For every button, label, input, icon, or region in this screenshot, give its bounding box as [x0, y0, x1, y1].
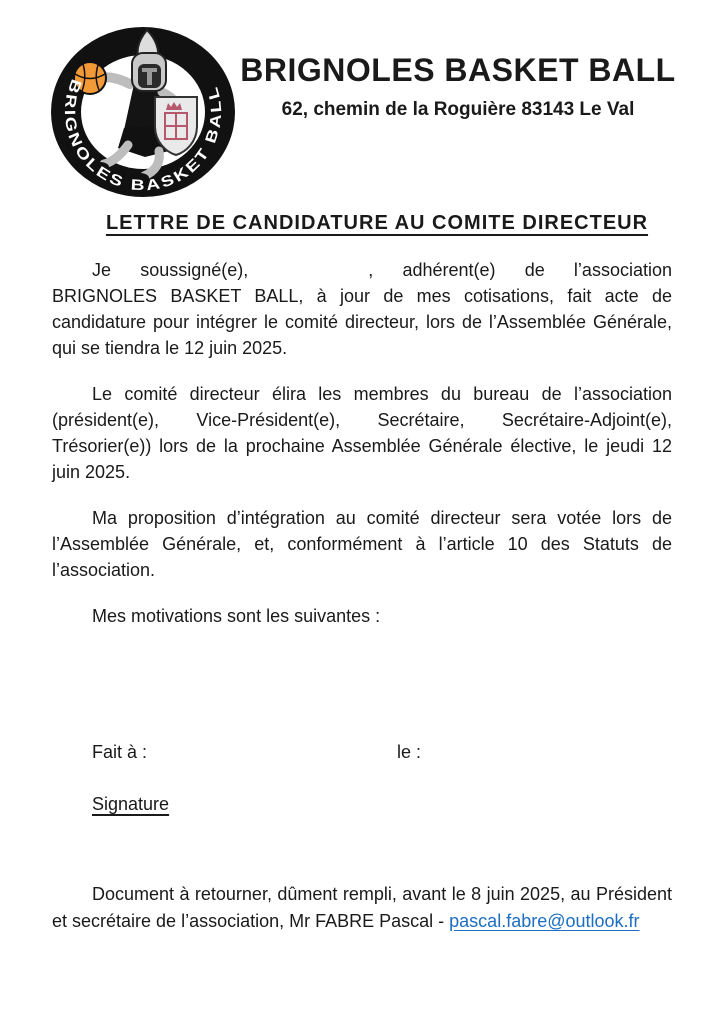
identity-rest: , adhérent(e) de l’association BRIGNOLES BASKET BALL, à jour de mes cotisations, fait acte de candidature pour intégrer le comité directeur, lors de l’Assemblée Générale, qui se tiendra le 12 juin 2025.: [52, 260, 672, 358]
signature-block: [52, 791, 672, 817]
paragraph-vote: Ma proposition d’intégration au comité directeur sera votée lors de l’Assemblée Générale, et, conformément à l’article 10 des Statuts de l’association.: [52, 508, 672, 580]
letterhead: [230, 52, 686, 121]
email-link[interactable]: pascal.fabre@outlook.fr: [449, 911, 640, 931]
date-place-line: [52, 739, 672, 765]
paragraph-motivations: Mes motivations sont les suivantes :: [92, 606, 381, 626]
paragraph-election: Le comité directeur élira les membres du bureau de l’association (président(e), Vice-Président(e), Secrétaire, Secrétaire-Adjoint(e), Trésorier(e)) lors de la prochaine Assemblée Générale élective, le jeudi 12 juin 2025.: [52, 384, 672, 482]
le-label: le :: [397, 742, 422, 762]
paragraph-identity: [52, 257, 672, 361]
club-name: BRIGNOLES BASKET BALL: [240, 52, 676, 88]
logo-ring-text: BRIGNOLES BASKET BALL: [60, 76, 226, 195]
page-title: LETTRE DE CANDIDATURE AU COMITE DIRECTEUR: [105, 212, 649, 234]
club-logo: [50, 26, 236, 198]
footer-text: Document à retourner, dûment rempli, avant le 8 juin 2025, au Président et secrétaire de l’association, Mr FABRE Pascal -: [52, 884, 672, 931]
signature-label: Signature: [92, 794, 170, 814]
identity-intro: Je soussigné(e),: [92, 260, 249, 280]
club-address: 62, chemin de la Roguière 83143 Le Val: [281, 99, 635, 120]
shield-icon: [155, 97, 197, 155]
fait-a-label: Fait à :: [92, 742, 148, 762]
footer-note: [52, 881, 672, 935]
letter-body: [52, 212, 672, 935]
